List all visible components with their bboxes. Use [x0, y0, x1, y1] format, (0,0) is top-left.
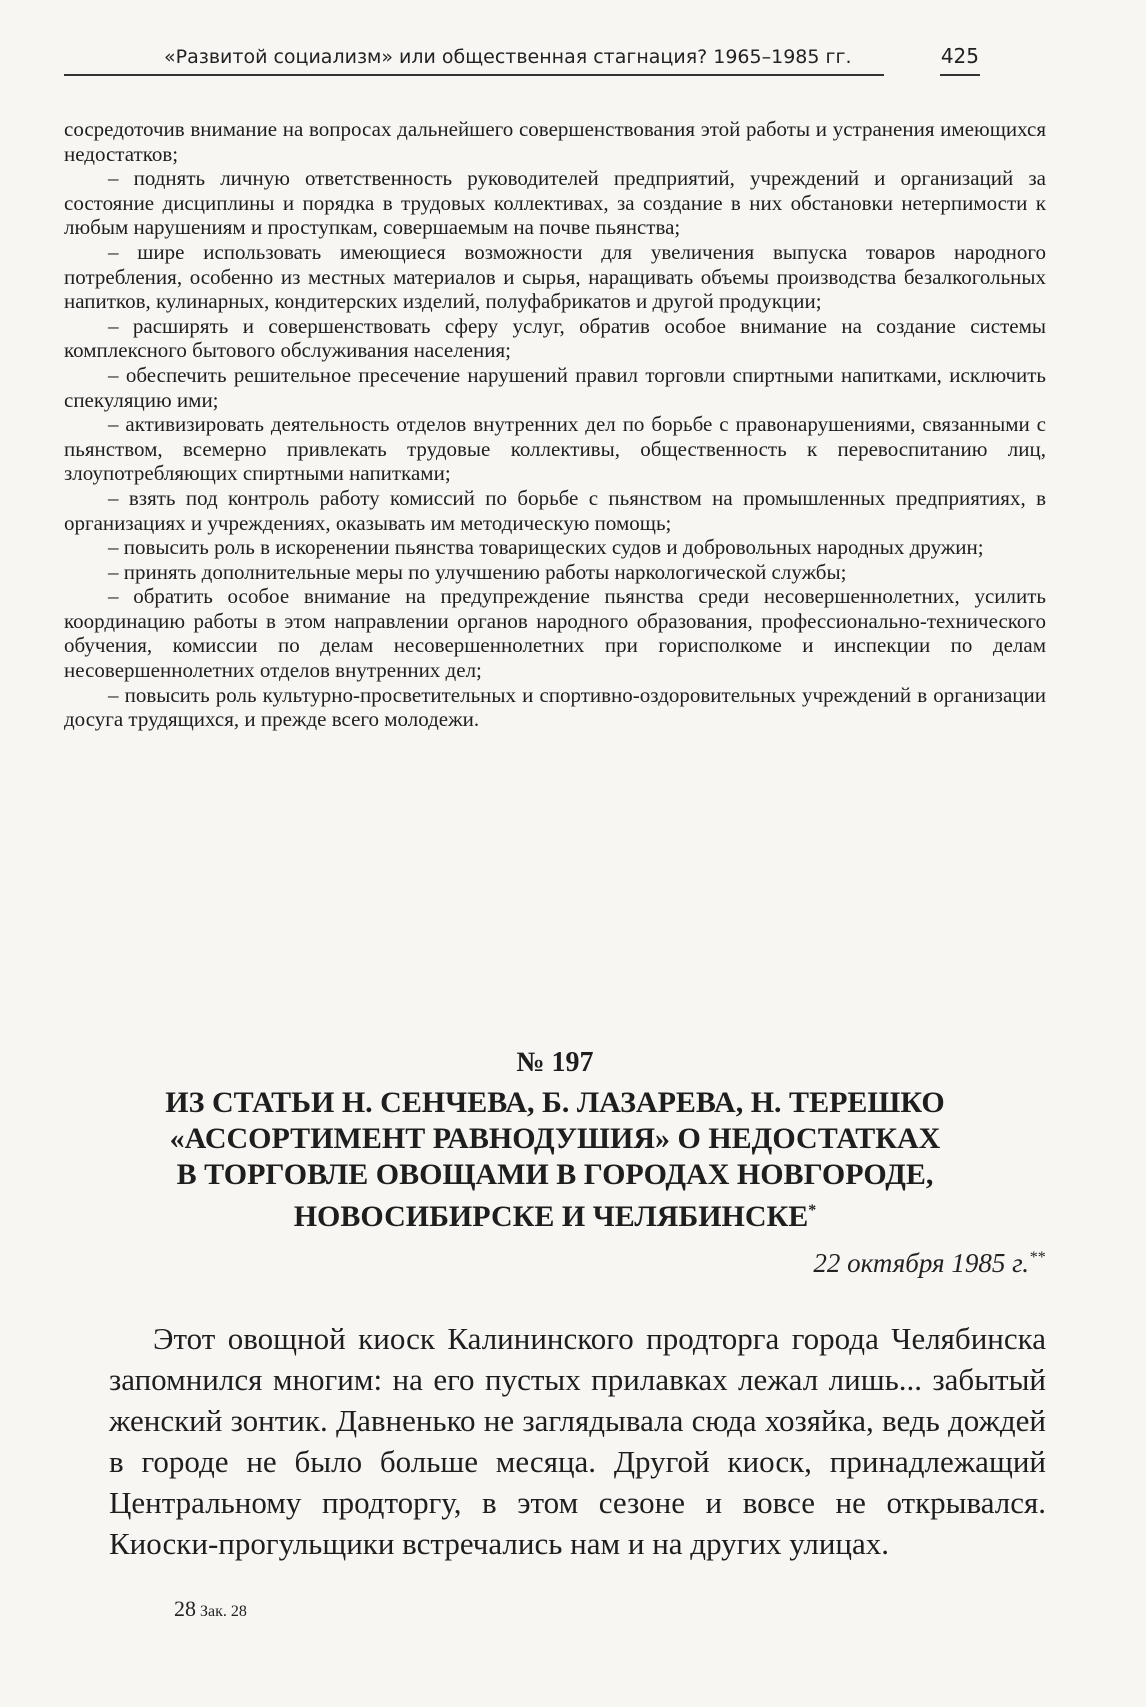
- signature-mark: [174, 1596, 247, 1622]
- list-item: – повысить роль в искоренении пьянства товарищеских судов и добровольных народных дружин;: [108, 535, 984, 560]
- list-item: – расширять и совершенствовать сферу услуг, обратив особое внимание на создание системы комплексного бытового обслуживания населения;: [64, 313, 1046, 363]
- list-item: – обеспечить решительное пресечение нарушений правил торговли спиртными напитками, исключить спекуляцию ими;: [64, 362, 1046, 412]
- date-text: 22 октября 1985 г.: [813, 1248, 1029, 1278]
- order-number: Зак. 28: [200, 1603, 247, 1620]
- date-footnote-mark: **: [1029, 1249, 1045, 1266]
- sheet-number: 28: [174, 1596, 196, 1621]
- article-paragraph: Этот овощной киоск Калининского продторга города Челябинска запомнился многим: на его пустых прилавках лежал лишь... забытый женский зонтик. Давненько не заглядывала сюда хозяйка, ведь дождей в городе не было больше месяца. Другой киоск, принадлежащий Центральному продторгу, в этом сезоне и вовсе не открывался. Киоски-прогульщики встречались нам и на других улицах.: [109, 1321, 1046, 1561]
- title-line: В ТОРГОВЛЕ ОВОЩАМИ В ГОРОДАХ НОВГОРОДЕ,: [176, 1158, 934, 1191]
- list-item: – повысить роль культурно-просветительных и спортивно-оздоровительных учреждений в организации досуга трудящихся, и прежде всего молодежи.: [64, 682, 1046, 732]
- page-number: 425: [940, 44, 979, 68]
- title-line: ИЗ СТАТЬИ Н. СЕНЧЕВА, Б. ЛАЗАРЕВА, Н. ТЕРЕШКО: [165, 1086, 945, 1119]
- running-title: «Развитой социализм» или общественная стагнация? 1965–1985 гг.: [164, 46, 852, 68]
- article-body: [109, 1318, 1046, 1564]
- list-item: – шире использовать имеющиеся возможности для увеличения выпуска товаров народного потребления, особенно из местных материалов и сырья, наращивать объемы производства безалкогольных напитков, кулинарных, кондитерских изделий, полуфабрикатов и другой продукции;: [64, 239, 1046, 314]
- running-head: [64, 44, 946, 76]
- list-item: – поднять личную ответственность руководителей предприятий, учреждений и организаций за состояние дисциплины и порядка в трудовых коллективах, за создание в них обстановки нетерпимости к любым нарушениям и проступкам, совершаемым на почве пьянства;: [64, 166, 1046, 240]
- page-number-rule: [940, 74, 980, 76]
- continuation-paragraph: сосредоточив внимание на вопросах дальнейшего совершенствования этой работы и устранения имеющихся недостатков;: [64, 117, 1046, 166]
- list-item: – взять под контроль работу комиссий по борьбе с пьянством на промышленных предприятиях, в организациях и учреждениях, оказывать им методическую помощь;: [64, 485, 1046, 535]
- title-footnote-mark: *: [808, 1202, 817, 1219]
- title-line-text: НОВОСИБИРСКЕ И ЧЕЛЯБИНСКЕ: [293, 1200, 809, 1233]
- list-item: – принять дополнительные меры по улучшению работы наркологической службы;: [108, 559, 847, 584]
- document-date: [813, 1248, 1045, 1279]
- list-item: – активизировать деятельность отделов внутренних дел по борьбе с правонарушениями, связанными с пьянством, всемерно привлекать трудовые коллективы, общественность к перевоспитанию лиц, злоупотребляющих спиртными напитками;: [64, 412, 1046, 486]
- document-title: [100, 1085, 1010, 1235]
- title-line: «АССОРТИМЕНТ РАВНОДУШИЯ» О НЕДОСТАТКАХ: [169, 1122, 941, 1155]
- title-line-last: [100, 1193, 1010, 1235]
- list-item: – обратить особое внимание на предупреждение пьянства среди несовершеннолетних, усилить координацию работы в этом направлении органов народного образования, профессионально-технического обучения, комиссии по делам несовершеннолетних при горисполкоме и инспекции по делам несовершеннолетних отделов внутренних дел;: [64, 584, 1046, 683]
- document-number: № 197: [516, 1047, 594, 1078]
- header-rule: [64, 74, 884, 76]
- decree-list: [64, 117, 1046, 732]
